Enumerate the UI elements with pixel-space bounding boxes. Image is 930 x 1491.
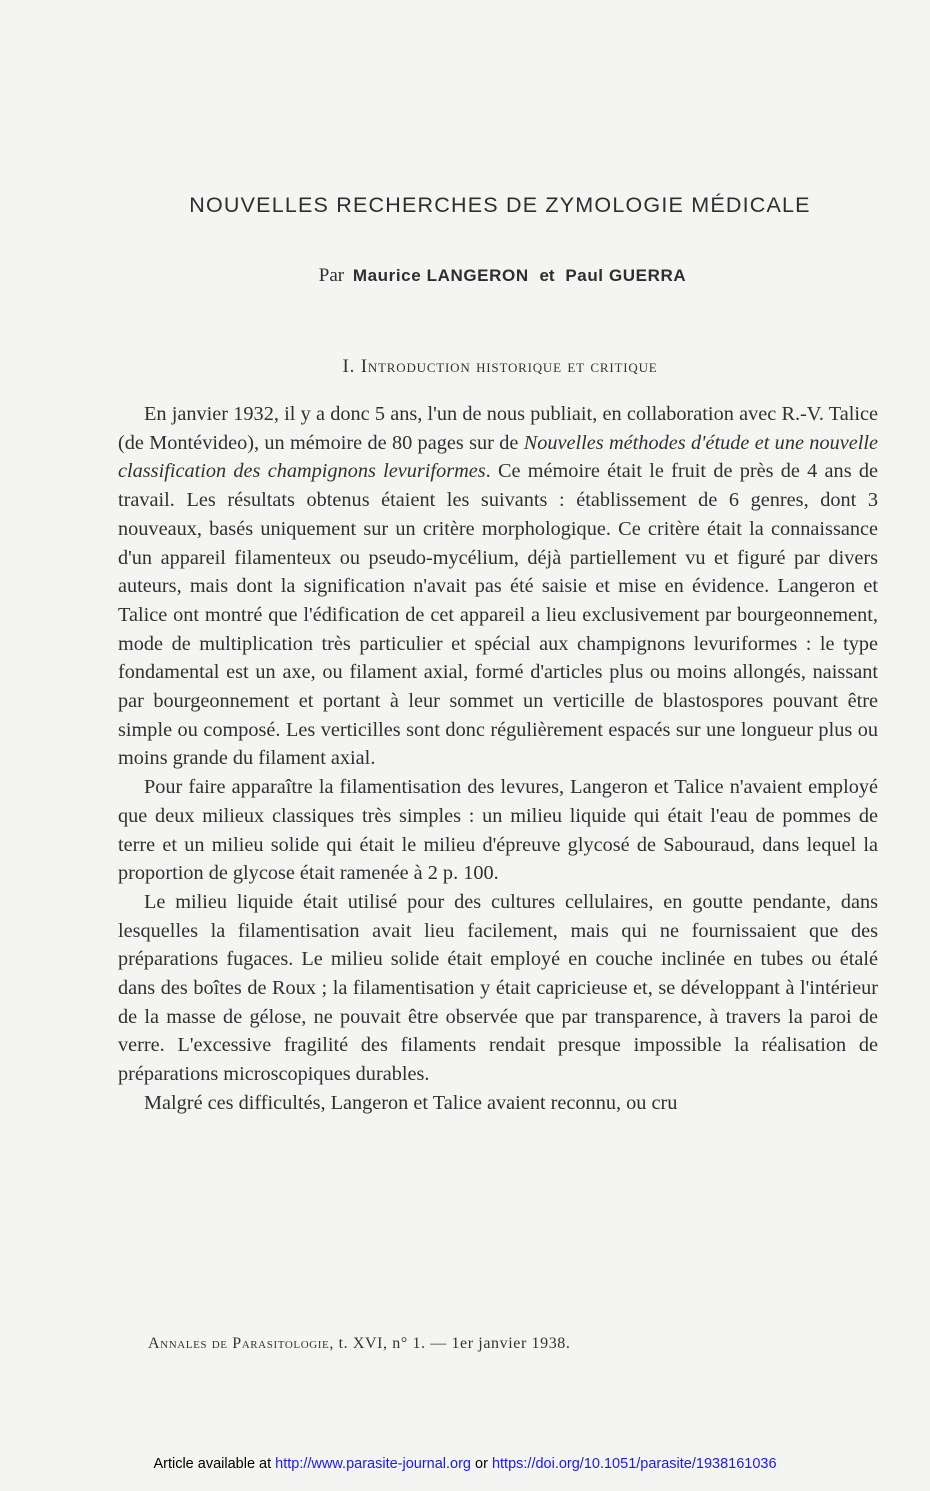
article-title: NOUVELLES RECHERCHES DE ZYMOLOGIE MÉDICALE [189,193,811,217]
section-number: I. [342,356,356,377]
paragraph-text: . Ce mémoire était le fruit de près de 4 ans de travail. Les résultats obtenus étaient les suivants : établissement de 6 genres, dont 3 nouveaux, basés uniquement sur un critère morphologique. Ce critère était la connaissance d'un appareil filamenteux ou pseudo-mycélium, déjà partiellement vu et figuré par divers auteurs, mais dont la signification n'avait pas été saisie et mise en évidence. Langeron et Talice ont montré que l'édification de cet appareil a lieu exclusivement par bourgeonnement, mode de multiplication très particulier et spécial aux champignons levuriformes : le type fondamental est un axe, ou filament axial, formé d'articles plus ou moins allongés, naissant par bourgeonnement et portant à leur sommet un verticille de blastospores pouvant être simple ou composé. Les verticilles sont donc régulièrement espacés sur une longueur plus ou moins grande du filament axial. [118,460,878,770]
paragraph: Malgré ces difficultés, Langeron et Talice avaient reconnu, ou cru [144,1091,678,1114]
author-1: Maurice LANGERON [352,266,529,285]
author-2: Paul GUERRA [565,266,687,285]
cited-title: Nouvelles méthodes d'étude et une nouvelle classification des champignons levuriformes [118,431,878,483]
paragraph [118,400,878,773]
availability-prefix: Article available at [153,1456,276,1472]
doi-link[interactable]: https://doi.org/10.1051/parasite/1938161036 [491,1456,777,1472]
availability-notice [0,1456,930,1472]
journal-details: , t. XVI, n° 1. — 1er janvier 1938. [329,1335,571,1352]
journal-link[interactable]: http://www.parasite-journal.org [275,1456,471,1472]
section-title: Introduction historique et critique [360,356,658,377]
author-line [0,265,930,287]
paragraph: Pour faire apparaître la filamentisation des levures, Langeron et Talice n'avaient employé que deux milieux classiques très simples : un milieu liquide qui était l'eau de pommes de terre et un milieu solide qui était le milieu d'épreuve glycosé de Sabouraud, dans lequel la proportion de glycose était ramenée à 2 p. 100. [118,776,878,885]
authors-prefix: Par [318,265,345,286]
article-body [118,400,878,1118]
paragraph-text: En janvier 1932, il y a donc 5 ans, l'un de nous publiait, en collaboration avec R.-V. Talice (de Montévideo), un mémoire de 80 pages sur de [118,403,878,454]
author-conjunction: et [539,266,555,285]
journal-name: Annales de Parasitologie [148,1335,330,1352]
section-heading [0,356,930,378]
journal-citation [148,1335,571,1353]
availability-middle: or [471,1456,492,1472]
paragraph: Le milieu liquide était utilisé pour des cultures cellulaires, en goutte pendante, dans lesquelles la filamentisation avait lieu facilement, mais qui ne fournissaient que des préparations fugaces. Le milieu solide était employé en couche inclinée en tubes ou étalé dans des boîtes de Roux ; la filamentisation y était capricieuse et, se développant à l'intérieur de la masse de gélose, ne pouvait être observée que par transparence, à travers la paroi de verre. L'excessive fragilité des filaments rendait presque impossible la réalisation de préparations microscopiques durables. [118,890,878,1086]
